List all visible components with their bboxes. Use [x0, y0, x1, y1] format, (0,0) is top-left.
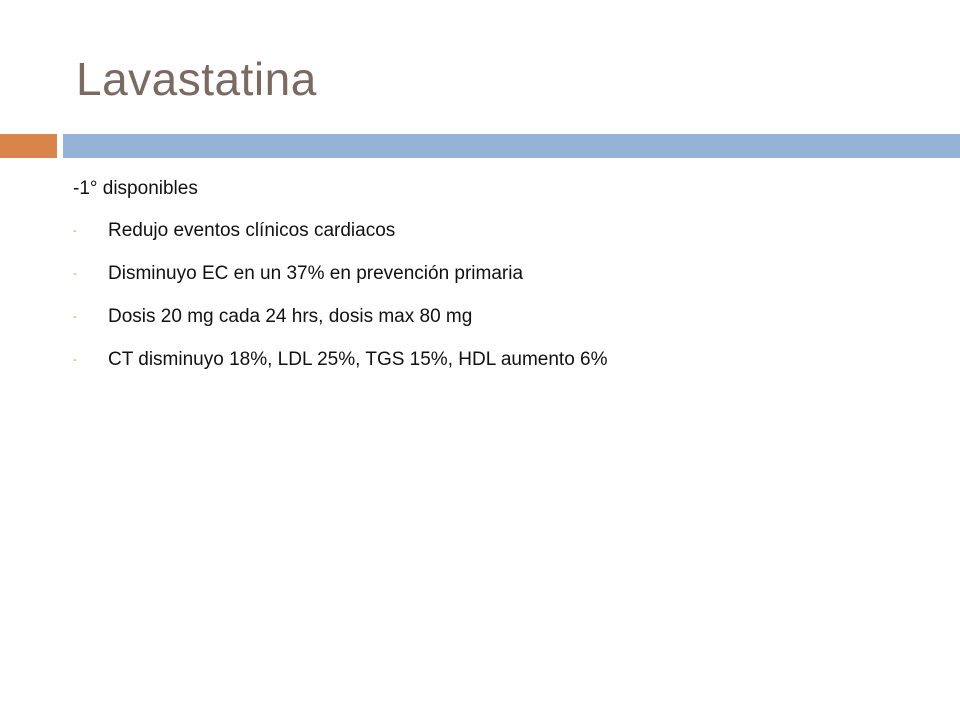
bullet-text: Disminuyo EC en un 37% en prevención primaria [108, 263, 524, 284]
lead-text: -1° disponibles [73, 178, 198, 199]
bullet-item [73, 218, 933, 246]
accent-bar-orange [0, 134, 57, 158]
bullet-text: CT disminuyo 18%, LDL 25%, TGS 15%, HDL aumento 6% [108, 349, 608, 370]
bullet-list [73, 218, 933, 375]
bullet-dash-icon: - [73, 354, 77, 366]
accent-bar-blue [63, 134, 960, 158]
bullet-item [73, 261, 933, 289]
bullet-dash-icon: - [73, 311, 77, 323]
bullet-dash-icon: - [73, 225, 77, 237]
bullet-item [73, 347, 933, 375]
bullet-dash-icon: - [73, 268, 77, 280]
slide-title: Lavastatina [76, 53, 317, 105]
bullet-text: Dosis 20 mg cada 24 hrs, dosis max 80 mg [108, 306, 473, 327]
slide-body [73, 176, 933, 390]
bullet-item [73, 304, 933, 332]
bullet-text: Redujo eventos clínicos cardiacos [108, 220, 396, 241]
